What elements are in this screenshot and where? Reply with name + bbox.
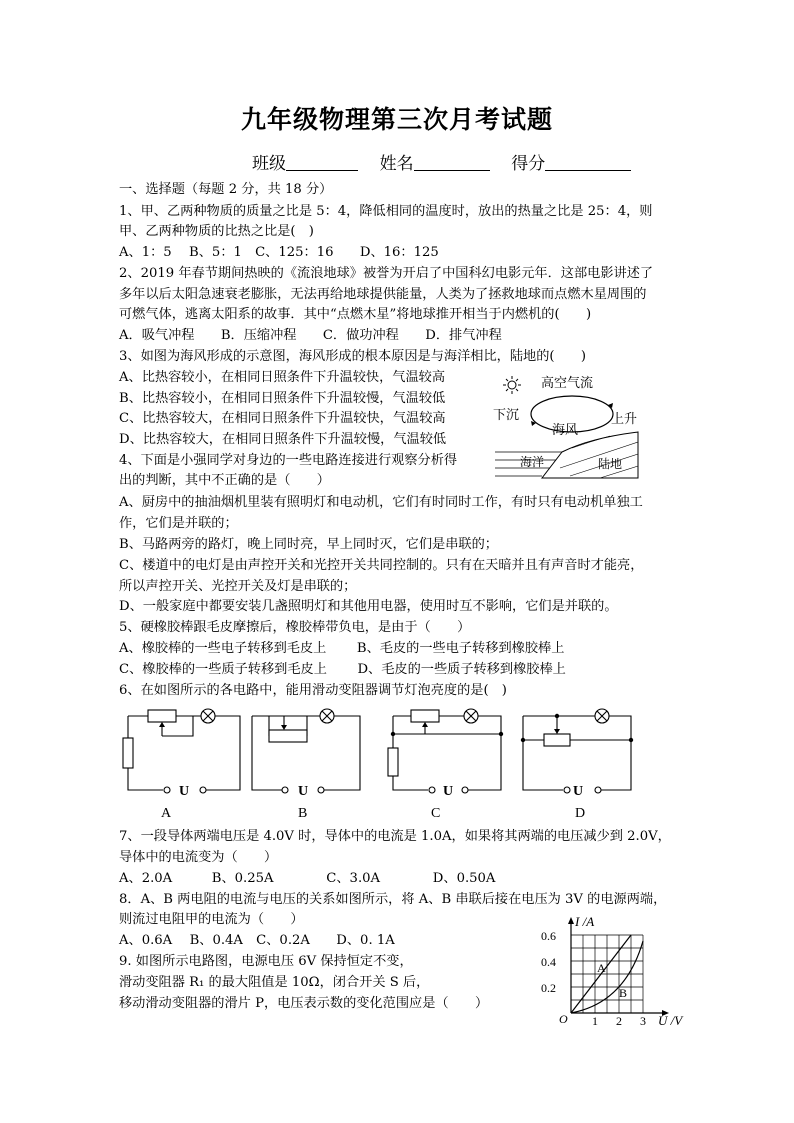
question-line: 9. 如图所示电路图，电源电压 6V 保持恒定不变， — [119, 954, 413, 969]
section-heading: 一、选择题（每题 2 分，共 18 分） — [119, 182, 333, 197]
u-label: U — [573, 784, 584, 799]
name-label: 姓名 — [379, 154, 414, 174]
option-line: C、比热容较大，在相同日照条件下升温较快，气温较高 — [119, 411, 446, 426]
question-line: 则流过电阻甲的电流为（ ） — [119, 912, 304, 927]
score-blank[interactable] — [545, 153, 631, 171]
option-line: D、一般家庭中都要安装几盏照明灯和其他用电器，使用时互不影响，它们是并联的。 — [119, 599, 618, 614]
option-line: B、比热容较小，在相同日照条件下升温较慢，气温较低 — [119, 391, 446, 406]
resistor-icon — [123, 738, 133, 768]
origin-label: O — [559, 1012, 568, 1026]
circuit-a — [118, 700, 243, 800]
name-blank[interactable] — [414, 153, 490, 171]
option-line: C、楼道中的电灯是由声控开关和光控开关共同控制的。只有在天暗并且有声音时才能亮， — [119, 558, 644, 573]
option-line: A、厨房中的抽油烟机里装有照明灯和电动机，它们有时同时工作，有时只有电动机单独工 — [119, 495, 643, 510]
question-line: 8．A、B 两电阻的电流与电压的关系如图所示，将 A、B 串联后接在电压为 3V 的电源两端， — [119, 892, 667, 907]
page-title: 九年级物理第三次月考试题 — [240, 105, 553, 134]
option-line: A、比热容较小，在相同日照条件下升温较快，气温较高 — [119, 370, 446, 385]
y-tick: 0.4 — [541, 955, 556, 969]
circuit-c — [383, 700, 508, 800]
down-label: 下沉 — [493, 407, 520, 422]
question-line: 导体中的电流变为（ ） — [119, 850, 278, 865]
u-label: U — [298, 784, 309, 799]
y-axis-label: I /A — [575, 914, 595, 929]
sea-breeze-diagram — [490, 368, 640, 480]
question-line: 甲、乙两种物质的比热之比是( ) — [119, 224, 314, 239]
class-label: 班级 — [252, 154, 286, 174]
class-blank[interactable] — [286, 153, 358, 171]
option-line: A、0.6A B、0.4A C、0.2A D、0. 1A — [119, 933, 395, 948]
line-a-label: A — [597, 961, 606, 975]
circuit-caption: D — [575, 806, 586, 821]
line-b-label: B — [619, 986, 628, 1000]
up-label: 上升 — [611, 411, 638, 426]
question-line: 移动滑动变阻器的滑片 P，电压表示数的变化范围应是（ ） — [119, 996, 489, 1011]
u-label: U — [443, 784, 454, 799]
x-tick: 1 — [592, 1014, 598, 1028]
circuit-caption: C — [431, 806, 441, 821]
grid — [571, 935, 643, 1013]
circuit-caption: A — [161, 806, 172, 821]
u-label: U — [179, 784, 190, 799]
question-line: 出的判断，其中不正确的是（ ） — [119, 473, 330, 488]
option-line: A、2.0A B、0.25A C、3.0A D、0.50A — [119, 871, 496, 886]
circuit-b — [247, 700, 365, 800]
option-line: A、1：5 B、5：1 C、125：16 D、16：125 — [119, 245, 439, 260]
high-air-label: 高空气流 — [541, 375, 594, 390]
score-label: 得分 — [511, 154, 546, 174]
y-tick: 0.2 — [541, 981, 556, 995]
option-line: 作，它们是并联的； — [119, 516, 238, 531]
rheostat-icon — [269, 730, 307, 742]
question-line: 1、甲、乙两种物质的质量之比是 5：4，降低相同的温度时，放出的热量之比是 25：4，则 — [119, 204, 653, 219]
circuit-caption: B — [298, 806, 308, 821]
resistor-icon — [388, 748, 398, 776]
option-line: 所以声控开关、光控开关及灯是串联的； — [119, 579, 357, 594]
rheostat-icon — [411, 710, 439, 722]
question-line: 多年以后太阳急速衰老膨胀，无法再给地球提供能量，人类为了拯救地球而点燃木星周围的 — [119, 287, 647, 302]
x-axis-label: U /V — [658, 1013, 683, 1028]
question-line: 2、2019 年春节期间热映的《流浪地球》被誉为开启了中国科幻电影元年．这部电影讲述了 — [119, 266, 654, 281]
question-line: 7、一段导体两端电压是 4.0V 时，导体中的电流是 1.0A，如果将其两端的电压减少到 2.0V， — [119, 829, 671, 844]
question-line: 3、如图为海风形成的示意图，海风形成的根本原因是与海洋相比，陆地的( ) — [119, 349, 587, 364]
question-line: 6、在如图所示的各电路中，能用滑动变阻器调节灯泡亮度的是( ) — [119, 683, 507, 698]
option-line: C、橡胶棒的一些质子转移到毛皮上 D、毛皮的一些质子转移到橡胶棒上 — [119, 662, 566, 677]
question-line: 可燃气体，逃离太阳系的故事．其中“点燃木星”将地球推开相当于内燃机的( ) — [119, 307, 592, 322]
option-line: B、马路两旁的路灯，晚上同时亮，早上同时灭，它们是串联的； — [119, 537, 498, 552]
student-info — [252, 149, 631, 174]
option-line: A、橡胶棒的一些电子转移到毛皮上 B、毛皮的一些电子转移到橡胶棒上 — [119, 641, 565, 656]
iu-graph — [535, 913, 690, 1029]
option-line: A．吸气冲程 B．压缩冲程 C．做功冲程 D．排气冲程 — [119, 328, 502, 343]
x-tick: 2 — [616, 1014, 622, 1028]
sea-label: 海洋 — [520, 455, 545, 469]
circuit-d — [518, 700, 636, 800]
x-tick: 3 — [640, 1014, 646, 1028]
sun-icon — [503, 376, 521, 394]
rheostat-icon — [148, 710, 176, 722]
y-tick: 0.6 — [541, 929, 556, 943]
question-line: 5、硬橡胶棒跟毛皮摩擦后，橡胶棒带负电，是由于（ ） — [119, 620, 471, 635]
land-label: 陆地 — [598, 457, 623, 471]
question-line: 滑动变阻器 R₁ 的最大阻值是 10Ω，闭合开关 S 后， — [119, 975, 430, 990]
option-line: D、比热容较大，在相同日照条件下升温较慢，气温较低 — [119, 432, 447, 447]
wind-label: 海风 — [552, 422, 579, 437]
rheostat-icon — [544, 734, 570, 746]
question-line: 4、下面是小强同学对身边的一些电路连接进行观察分析得 — [119, 453, 458, 468]
